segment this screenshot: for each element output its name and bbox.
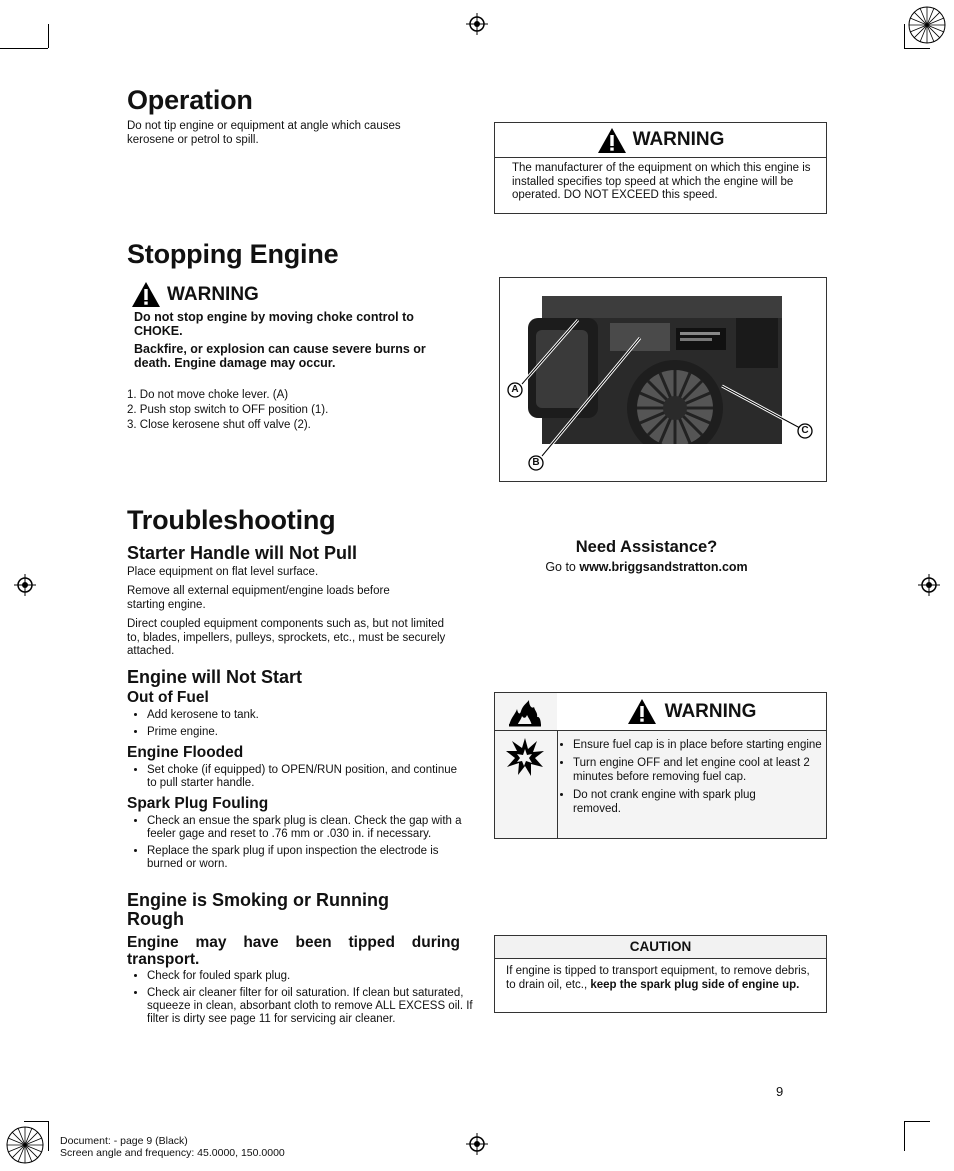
engine-figure bbox=[499, 277, 827, 482]
list-item: • Ensure fuel cap is in place before starting engine bbox=[573, 738, 828, 752]
list-item: • Prime engine. bbox=[147, 726, 467, 739]
starter-heading: Starter Handle will Not Pull bbox=[127, 543, 358, 563]
assistance-prefix: Go to bbox=[545, 560, 580, 574]
fuel-warning-header bbox=[557, 693, 826, 731]
registration-target-icon bbox=[466, 13, 488, 35]
engine-flooded-list bbox=[127, 764, 467, 794]
warning-triangle-icon bbox=[597, 127, 627, 154]
operation-title: Operation bbox=[127, 85, 253, 115]
starter-p3: Direct coupled equipment components such as, but not limited to, blades, impellers, pulleys, sprockets, etc., must be securely attached. bbox=[127, 618, 446, 657]
engine-photo bbox=[500, 278, 826, 481]
starburst-mark-icon bbox=[908, 6, 946, 44]
crop-mark bbox=[48, 1121, 49, 1151]
caution-text-bold: keep the spark plug side of engine up. bbox=[590, 978, 800, 991]
out-of-fuel-list bbox=[127, 709, 467, 743]
operation-text: Do not tip engine or equipment at angle which causes kerosene or petrol to spill. bbox=[127, 120, 401, 146]
starter-p1: Place equipment on flat level surface. bbox=[127, 566, 319, 578]
caution-text bbox=[495, 959, 826, 992]
spark-plug-heading: Spark Plug Fouling bbox=[127, 795, 269, 812]
footer-line1: Document: - page 9 (Black) bbox=[60, 1135, 188, 1147]
starburst-mark-icon bbox=[6, 1126, 44, 1164]
smoking-list bbox=[127, 970, 477, 1030]
crop-mark bbox=[904, 48, 930, 49]
registration-target-icon bbox=[918, 574, 940, 596]
crop-mark bbox=[904, 1121, 905, 1151]
footer-line2: Screen angle and frequency: 45.0000, 150.0000 bbox=[60, 1147, 285, 1159]
assistance-line bbox=[494, 560, 799, 575]
fuel-warning-box bbox=[494, 692, 827, 839]
fuel-warning-list bbox=[553, 738, 828, 820]
stopping-engine-title: Stopping Engine bbox=[127, 239, 339, 269]
caution-text-normal: If engine is tipped to transport equipment, to remove debris, to drain oil, etc., bbox=[506, 965, 810, 991]
registration-target-icon bbox=[466, 1133, 488, 1155]
stopping-steps-list bbox=[127, 388, 467, 433]
list-item: 1. Do not move choke lever. (A) bbox=[127, 389, 289, 401]
stopping-warning-line2: Backfire, or explosion can cause severe burns or death. Engine damage may occur. bbox=[134, 342, 426, 370]
registration-target-icon bbox=[14, 574, 36, 596]
stopping-warning-line1: Do not stop engine by moving choke control to CHOKE. bbox=[134, 310, 414, 338]
list-item: • Do not crank engine with spark plug removed. bbox=[573, 788, 828, 816]
list-item: • Set choke (if equipped) to OPEN/RUN position, and continue to pull starter handle. bbox=[147, 764, 467, 790]
callout-label: A bbox=[511, 384, 519, 395]
starter-p2: Remove all external equipment/engine loads before starting engine. bbox=[127, 585, 390, 611]
caution-header: CAUTION bbox=[495, 936, 826, 959]
spark-plug-list bbox=[127, 815, 467, 875]
warning-triangle-icon bbox=[131, 281, 161, 308]
speed-warning-box bbox=[494, 122, 827, 214]
footer bbox=[60, 1135, 285, 1159]
assistance-heading: Need Assistance? bbox=[575, 538, 718, 556]
warning-label: WARNING bbox=[167, 283, 259, 305]
caution-box bbox=[494, 935, 827, 1013]
list-item: 2. Push stop switch to OFF position (1). bbox=[127, 404, 329, 416]
explosion-icon bbox=[505, 737, 545, 777]
list-item: • Check an ensue the spark plug is clean. Check the gap with a feeler gage and reset to .76 mm or .030 in. if necessary. bbox=[147, 815, 467, 841]
crop-mark bbox=[0, 48, 48, 49]
speed-warning-text: The manufacturer of the equipment on which this engine is installed specifies top speed at which the engine will be operated. DO NOT EXCEED this speed. bbox=[512, 162, 811, 201]
callout-label: C bbox=[801, 425, 809, 436]
not-start-heading: Engine will Not Start bbox=[127, 667, 303, 687]
crop-mark bbox=[904, 24, 905, 49]
warning-label: WARNING bbox=[664, 700, 757, 722]
fire-icon bbox=[507, 699, 543, 727]
list-item: 3. Close kerosene shut off valve (2). bbox=[127, 419, 311, 431]
fuel-warning-divider bbox=[495, 730, 557, 731]
speed-warning-header bbox=[495, 123, 826, 158]
warning-triangle-icon bbox=[627, 698, 657, 725]
list-item: • Check for fouled spark plug. bbox=[147, 970, 477, 983]
list-item: • Turn engine OFF and let engine cool at least 2 minutes before removing fuel cap. bbox=[573, 756, 828, 784]
crop-mark bbox=[24, 1121, 49, 1122]
stopping-warning-header bbox=[131, 281, 259, 308]
list-item: • Add kerosene to tank. bbox=[147, 709, 467, 722]
assistance-url[interactable]: www.briggsandstratton.com bbox=[579, 560, 748, 574]
engine-flooded-heading: Engine Flooded bbox=[127, 744, 244, 761]
warning-label: WARNING bbox=[632, 129, 725, 150]
out-of-fuel-heading: Out of Fuel bbox=[127, 689, 209, 706]
troubleshooting-title: Troubleshooting bbox=[127, 505, 336, 535]
tipped-heading: Engine may have been tipped during transport. bbox=[127, 934, 460, 968]
page-number: 9 bbox=[776, 1084, 784, 1099]
smoking-heading: Engine is Smoking or Running Rough bbox=[127, 890, 390, 929]
crop-mark bbox=[48, 24, 49, 48]
list-item: • Replace the spark plug if upon inspection the electrode is burned or worn. bbox=[147, 845, 467, 871]
list-item: • Check air cleaner filter for oil saturation. If clean but saturated, squeeze in clean, absorbant cloth to remove ALL EXCESS oil. If filter is dirty see page 11 for servicing air cleaner. bbox=[147, 987, 477, 1026]
crop-mark bbox=[904, 1121, 930, 1122]
callout-label: B bbox=[532, 457, 540, 468]
